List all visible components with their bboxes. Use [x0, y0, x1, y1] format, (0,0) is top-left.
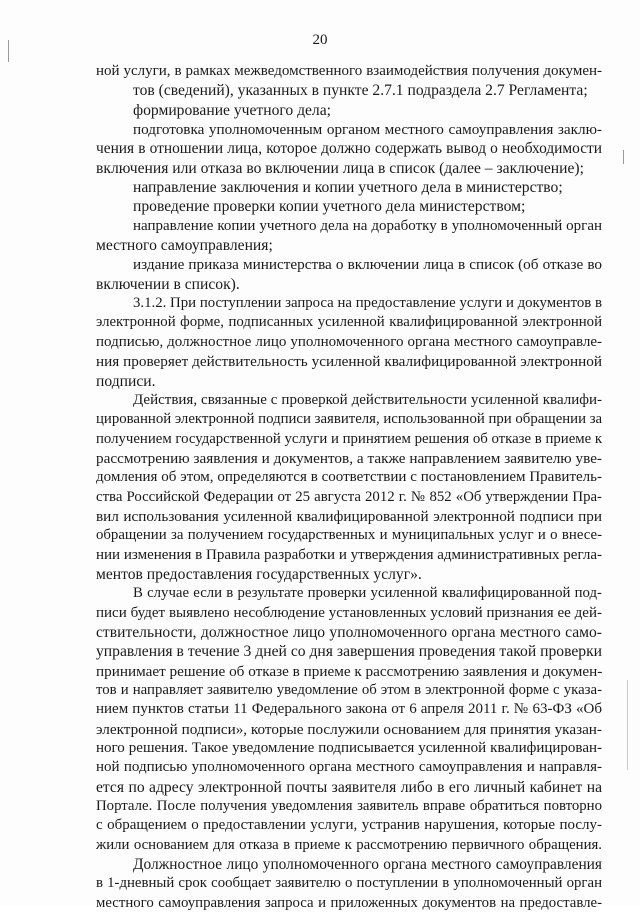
text-line: направление копии учетного дела на доработку в уполномоченный орган [133, 217, 602, 234]
text-line: нием пунктов статьи 11 Федерального закона от 6 апреля 2011 г. № 63-ФЗ «Об [96, 701, 602, 718]
text-line: тов и направляет заявителю уведомление об этом в электронной форме с указа- [96, 682, 602, 698]
text-line: ментов предоставления государственных услуг». [96, 565, 422, 583]
text-line: проведение проверки копии учетного дела министерством; [133, 198, 526, 216]
text-line: В случае если в результате проверки усиленной квалифицированной под- [133, 585, 602, 602]
text-line: ного решения. Такое уведомление подписывается усиленной квалифицирован- [96, 740, 602, 757]
text-line: Действия, связанные с проверкой действительности усиленной квалифи- [133, 391, 602, 408]
text-line: в 1-дневный срок сообщает заявителю о поступлении в уполномоченный орган [96, 875, 602, 892]
text-line: 3.1.2. При поступлении запроса на предоставление услуги и документов в [133, 295, 602, 312]
text-line: Должностное лицо уполномоченного органа местного самоуправления [133, 856, 602, 874]
text-line: подписи. [96, 372, 156, 390]
text-line: принимает решение об отказе в приеме к рассмотрению заявления и докумен- [96, 662, 603, 680]
text-line: включении в список). [96, 275, 240, 293]
text-line: включения или отказа во включении лица в список (далее – заключение); [96, 159, 584, 177]
text-line: формирование учетного дела; [133, 101, 331, 119]
document-body [96, 62, 602, 913]
text-line: писи будет выявлено несоблюдение установленных условий признания ее дей- [96, 604, 602, 621]
text-line: с обращением о предоставлении услуги, устранив нарушения, которые послу- [96, 817, 602, 834]
text-line: Портале. После получения уведомления заявитель вправе обратиться повторно [96, 798, 602, 815]
text-line: ной подписью уполномоченного органа местного самоуправления и направля- [96, 759, 602, 776]
page-number: 20 [312, 32, 328, 48]
text-line: чения в отношении лица, которое должно содержать вывод о необходимости [96, 140, 602, 158]
text-line: тов (сведений), указанных в пункте 2.7.1 подраздела 2.7 Регламента; [133, 82, 588, 100]
text-line: ства Российской Федерации от 25 августа 2012 г. № 852 «Об утверждении Пра- [96, 488, 602, 505]
text-line: подготовка уполномоченным органом местного самоуправления заклю- [133, 121, 602, 139]
text-line: направление заключения и копии учетного дела в министерство; [133, 179, 563, 197]
text-line: ствительности, должностное лицо уполномоченного органа местного само- [96, 623, 602, 641]
text-line: домления об этом, определяются в соответствии с постановлением Правитель- [96, 469, 602, 486]
text-line: подписью, должностное лицо уполномоченного органа местного самоуправле- [96, 333, 602, 350]
text-line: электронной подписи», которые послужили основанием для принятия указан- [96, 720, 602, 738]
text-line: ной услуги, в рамках межведомственного взаимодействия получения докумен- [96, 63, 602, 79]
text-line: цированной электронной подписи заявителя, использованной при обращении за [96, 411, 603, 428]
text-line: рассмотрению заявления и документов, а также направлением заявителю уве- [96, 449, 602, 467]
text-line: ется по адресу электронной почты заявителя либо в его личный кабинет на [96, 778, 602, 796]
scan-artifact [623, 150, 624, 164]
text-line: жили основанием для отказа в приеме к рассмотрению первичного обращения. [96, 836, 602, 853]
scan-artifact [8, 40, 9, 62]
text-line: ния проверяет действительность усиленной квалифицированной электронной [96, 353, 602, 371]
text-line: нии изменения в Правила разработки и утверждения административных регла- [96, 546, 602, 563]
text-line: местного самоуправления запроса и приложенных документов на предоставле- [96, 894, 602, 911]
text-line: управления в течение 3 дней со дня завершения проведения такой проверки [96, 643, 602, 661]
text-line: обращении за получением государственных и муниципальных услуг и о внесе- [96, 527, 602, 544]
text-line: местного самоуправления; [96, 237, 273, 255]
text-line: вил использования усиленной квалифицированной электронной подписи при [96, 507, 602, 525]
text-line: получением государственной услуги и принятием решения об отказе в приеме к [96, 430, 603, 447]
scan-artifact [627, 680, 628, 770]
text-line: издание приказа министерства о включении лица в список (об отказе во [133, 256, 602, 274]
text-line: электронной форме, подписанных усиленной квалифицированной электронной [96, 314, 602, 331]
